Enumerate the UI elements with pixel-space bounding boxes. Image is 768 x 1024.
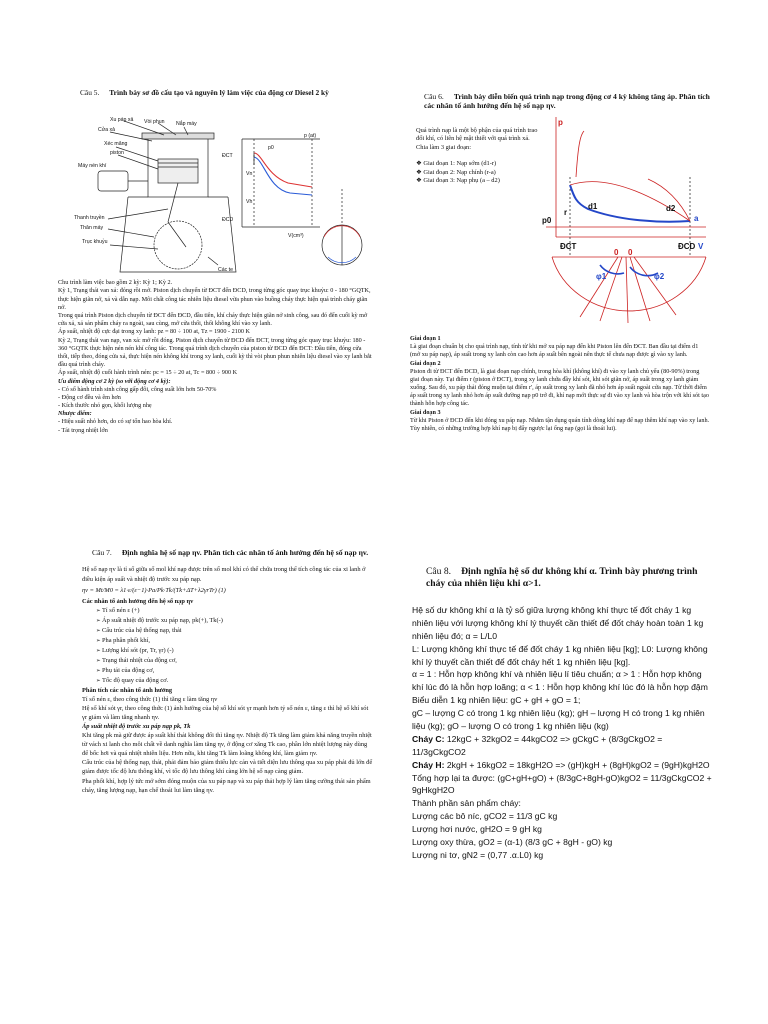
label-p0: p0	[268, 145, 274, 152]
label-crankshaft: Trục khuỷu	[82, 239, 108, 246]
q8-line-3: α = 1 : Hỗn hợp không khí và nhiên liệu lí tiêu chuẩn; α > 1 : Hỗn hợp không khí lúc đó là hỗn hợp loãng; α < 1 : Hỗn hợp không khí lúc đó là hỗn hợp đậm	[412, 669, 708, 693]
q7-factor-item: ➢ Áp suất nhiệt độ trước xu páp nạp, pk(+), Tk(-)	[96, 616, 374, 626]
label-pressure-axis: p (at)	[304, 133, 317, 140]
q8-hydrogen-eq: 2kgH + 16kgO2 = 18kgH2O => (gH)kgH + (8gH)kgO2 = (9gH)kgH2O	[444, 759, 710, 770]
label-injector: Vòi phun	[144, 119, 165, 126]
label-volume-axis: V(cm³)	[288, 233, 304, 240]
q5-paragraph-3: Trong quá trình Piston dịch chuyển từ ĐCT đến ĐCD, đầu tiên, khí cháy thực hiện giãn nở sinh công, sau đó đến cuối kỳ mở cửa xả, xả sản phẩm cháy ra ngoài, sau cùng, mở cửa thổi, thổi không khí vào xy lanh.	[58, 312, 368, 328]
q5-title: Trình bày sơ đồ cấu tạo và nguyên lý làm việc của động cơ Diesel 2 kỳ	[109, 88, 329, 97]
q8-line-7: Thành phần sản phẩm cháy:	[412, 798, 521, 809]
intake-process-diagram	[540, 117, 710, 323]
chart-d2-label: d2	[666, 203, 676, 213]
q6-stage1-heading: Giai đoạn 1	[410, 334, 441, 342]
chart-d1-label: d1	[588, 201, 598, 211]
question-7-panel	[82, 548, 374, 948]
q5-advantages-heading: Ưu điểm động cơ 2 kỳ (so với động cơ 4 kỳ):	[58, 377, 171, 385]
q6-title-line	[424, 92, 710, 111]
q6-stage3-text: Từ khi Piston ở ĐCD đến khi đóng xu páp nạp. Nhằm tận dụng quán tính dòng khí nạp để nạp thêm khí nạp vào xy lanh. Tùy nhiên, có những trường hợp khí nạp bị đẩy ngược lại ống nạp (gọi là thoái lui).	[410, 416, 710, 433]
q7-title-line	[92, 548, 374, 557]
q6-stage-1: ❖ Giai đoạn 1: Nạp sớm (d1-r)	[416, 160, 497, 168]
label-vn: Vn	[246, 171, 253, 178]
q5-paragraph-4: Áp suất, nhiệt độ cực đại trong xy lanh: pz = 80 ÷ 100 at, Tz = 1900 - 2100 K	[58, 328, 250, 336]
label-piston: piston	[110, 150, 124, 157]
q5-paragraph-5: Kỳ 2, Trạng thái van nạp, van xả: mở rồi đóng. Piston dịch chuyển từ ĐCD đến ĐCT, trong từng góc quay trục khuỷu: 180 - 360 °GQTK thực hiện nén nén khí công tác. Trong quá trình dịch chuyển của piston từ ĐCD đến ĐCT: Đầu tiên, đóng cửa thổi, tiếp theo, đóng cửa xả, thực hiện nén không khí trong xy lanh, cuối kỳ thì vòi phun phun nhiên liệu diesel vào xy lanh bắt đầu quá trình cháy.	[58, 336, 372, 369]
q7-analysis-2: Hệ số khí sót γr, theo công thức (1) ảnh hưởng của hệ số khí sót γr mạnh hơn tỷ số nén ε, tăng ε thì hệ số khí sót γr giảm và làm tăng nhanh ηv.	[82, 704, 369, 721]
q8-carbon-head: Cháy C:	[412, 733, 445, 744]
q5-paragraph-6: Áp suất, nhiệt độ cuối hành trình nén: pc = 15 ÷ 20 at, Tc = 800 ÷ 900 K	[58, 369, 238, 377]
q6-stage-3: ❖ Giai đoạn 3: Nạp phụ (a – d2)	[416, 177, 500, 185]
q6-number: Câu 6.	[424, 92, 444, 101]
q8-hydrogen-head: Cháy H:	[412, 759, 445, 770]
label-compressor: Máy nén khí	[78, 163, 107, 170]
q6-stage1-text: Là giai đoạn chuẩn bị cho quá trình nạp, tính từ khi mở xu páp nạp đến khi Piston lên đến ĐCT. Ban đầu tại điểm d1 (mở xu páp nạp), áp suất trong xy lanh còn cao hơn áp suất bên ngoài nên thực tế chưa nạp được gì vào xy lanh.	[410, 343, 699, 359]
q8-number: Câu 8.	[426, 566, 452, 577]
q7-analysis-1: Tỉ số nén ε, theo công thức (1) thì tăng ε làm tăng ηv	[82, 695, 218, 703]
q7-factor-item: ➢ Pha phân phối khí,	[96, 636, 374, 646]
chart-o2-label: 0	[628, 247, 633, 257]
q8-line-5: gC – lượng C có trong 1 kg nhiên liệu (kg); gH – lượng H có trong 1 kg nhiên liệu (kg); gO – lượng O có trong 1 kg nhiên liệu (kg)	[412, 708, 705, 731]
label-piston-ring: Xéc măng	[104, 141, 128, 148]
chart-p-label: p	[558, 117, 563, 127]
q5-disadvantage-1: - Hiệu suất nhỏ hơn, do có sự tổn hao hòa khí.	[58, 418, 173, 426]
q7-factor-item: ➢ Lượng khí sót (pr, Tr, γr) (-)	[96, 646, 374, 656]
chart-r-label: r	[564, 207, 568, 217]
question-5-panel	[58, 88, 374, 488]
q7-formula: ηv = Mt/M0 = λ1·ε/(ε−1)·Pa/Pk·Tk/(Tk+ΔT+λ2γrTr) (1)	[82, 586, 226, 594]
chart-phi1-label: φ1	[596, 271, 607, 281]
q5-advantage-3: - Kích thước nhỏ gọn, khối lượng nhẹ	[58, 402, 152, 410]
q7-analysis-3-heading: Áp suất nhiệt độ trước xu páp nạp pk, Tk	[82, 722, 191, 730]
q5-paragraph-1: Chu trình làm việc bao gồm 2 kỳ: Kỳ 1; Kỳ 2.	[58, 279, 173, 287]
q8-carbon-line	[412, 733, 712, 759]
q5-advantage-1: - Có số hành trình sinh công gấp đôi, công suất lớn hơn 50-70%	[58, 385, 217, 393]
label-bdc: ĐCD	[222, 217, 234, 224]
q7-title: Định nghĩa hệ số nạp ηv. Phân tích các nhân tố ảnh hưởng đến hệ số nạp ηv.	[121, 548, 369, 557]
q5-disadvantage-2: - Tải trọng nhiệt lớn	[58, 426, 108, 434]
q8-line-11: Lượng ni tơ, gN2 = (0,77 .α.L0) kg	[412, 849, 544, 860]
q7-factor-item: ➢ Cấu trúc của hệ thống nạp, thải	[96, 626, 374, 636]
q7-factor-item: ➢ Tỉ số nén ε (+)	[96, 606, 374, 616]
q6-stage-3-text: Giai đoạn 3: Nạp phụ (a – d2)	[423, 177, 500, 185]
q8-line-10: Lượng oxy thừa, gO2 = (α-1) (8/3 gC + 8gH - gO) kg	[412, 837, 613, 847]
q7-factor-item: ➢ Tốc độ quay của động cơ.	[96, 676, 374, 686]
q8-line-4: Biểu diễn 1 kg nhiên liệu: gC + gH + gO = 1;	[412, 695, 581, 706]
q5-disadvantages-heading: Nhược điểm:	[58, 410, 92, 418]
label-connecting-rod: Thanh truyền	[74, 215, 105, 222]
chart-bdc-label: ĐCD	[678, 241, 696, 251]
q7-analysis-5: Pha phối khí, hợp lý tức mở sớm đóng muộn của xu páp nạp và xu páp thải hợp lý làm tăng cường thải sản phẩm cháy, tăng lượng nạp, hạn chế thoái lui làm tăng ηv.	[82, 777, 371, 794]
q7-analysis-4: Cấu trúc của hệ thống nạp, thải, phải đảm bảo giảm thiểu lực cản và tiết diện lưu thông qua xu páp phải đủ lớn để giảm được tốc độ lưu thông khí, vì tốc độ lưu thông khí càng lớn hệ số nạp càng giảm.	[82, 759, 373, 776]
q8-hydrogen-line	[412, 759, 712, 772]
q6-stage2-heading: Giai đoạn 2	[410, 359, 441, 367]
q6-stage-1-text: Giai đoạn 1: Nạp sớm (d1-r)	[423, 160, 497, 168]
q7-factor-item: ➢ Trạng thái nhiệt của động cơ,	[96, 656, 374, 666]
q5-number: Câu 5.	[80, 88, 100, 97]
question-8-panel	[412, 566, 712, 966]
q8-line-1: Hệ số dư không khí α là tỷ số giữa lượng không khí thực tế đốt cháy 1 kg nhiên liệu với lượng không khí lý thuyết cần thiết để đốt cháy hoàn toàn 1 kg nhiên liệu đó; α = L/L0	[412, 604, 704, 641]
q7-factor-item: ➢ Phụ tải của động cơ,	[96, 666, 374, 676]
q6-stage2-text: Piston đi từ ĐCT đến ĐCD, là giai đoạn nạp chính, trong hòa khí (không khí) đi vào xy lanh chủ yếu (80-90%) trong giai đoạn này. Tại điểm r (piston ở ĐCT), trong xy lanh chứa đầy khí sót, khi sót giãn nở, áp suất trong xy lanh giảm xuống. Sau đó, xu páp thải đóng muộn tại điểm r', áp suất trong xy lanh đã nhỏ hơn áp suất ngoài cửa nạp. Từ thời điểm áp suất trong xy lanh nhỏ hơn áp suất đường nạp p0 trở đi, khí nạp mới thực sự đi vào xy lanh và hòa trộn với khí sót tạo thành hỗn hợp công tác.	[410, 367, 709, 408]
q7-analysis-heading: Phân tích các nhân tố ảnh hưởng	[82, 686, 173, 694]
label-cylinder-head: Nắp máy	[176, 121, 197, 128]
label-vh: Vh	[246, 199, 253, 206]
label-tdc: ĐCT	[222, 153, 233, 160]
q8-title: Định nghĩa hệ số dư không khí α. Trình bày phương trình cháy của nhiên liệu khi α>1.	[426, 566, 698, 589]
q7-factors-heading: Các nhân tố ảnh hưởng đến hệ số nạp ηv	[82, 597, 194, 605]
q5-title-line	[80, 88, 374, 97]
label-exhaust-valve: Xu páp xả	[110, 117, 134, 124]
q5-paragraph-2: Kỳ 1, Trạng thái van xả: đóng rồi mở. Piston dịch chuyển từ ĐCT đến ĐCD, trong từng góc quay trục khuỷu: 0 - 180 °GQTK, thực hiện giãn nở, xả và dẫn nạp. Môi chất công tác nhiên liệu diesel vừa phun vào buồng cháy thực hiện quá trình cháy giãn nở.	[58, 287, 371, 311]
q8-line-8: Lượng các bô níc, gCO2 = 11/3 gC kg	[412, 811, 558, 822]
diesel-2-stroke-diagram	[58, 97, 374, 277]
q7-analysis-3: Khi tăng pk mà giữ được áp suất khí thải không đổi thì tăng ηv. Nhiệt độ Tk tăng làm giảm khả năng truyền nhiệt từ vách xi lanh cho môi chất về danh nghĩa làm tăng ηv, ở động cơ xăng Tk cao, phần lớn nhiệt lượng này dùng để bốc hơi và quá nhiệt nhiên liệu. Hơn nữa, khi tăng Tk làm loãng không khí, làm giảm ηv.	[82, 732, 372, 758]
q6-stage3-heading: Giai đoạn 3	[410, 408, 441, 416]
chart-tdc-label: ĐCT	[560, 241, 577, 251]
chart-o1-label: 0	[614, 247, 619, 257]
q6-title: Trình bày diễn biến quá trình nạp trong động cơ 4 kỳ không tăng áp. Phân tích các nhân tố ảnh hưởng đến hệ số nạp ηv.	[424, 92, 710, 111]
q8-carbon-eq: 12kgC + 32kgO2 = 44kgCO2 => gCkgC + (8/3gCkgO2 = 11/3gCkgCO2	[412, 733, 663, 757]
label-engine-block: Thân máy	[80, 225, 104, 232]
chart-phi2-label: φ2	[654, 271, 665, 281]
q8-title-line	[426, 566, 712, 590]
q8-line-9: Lượng hơi nước, gH2O = 9 gH kg	[412, 824, 542, 835]
chart-p0-label: p0	[542, 215, 552, 225]
q7-number: Câu 7.	[92, 548, 112, 557]
question-6-panel	[410, 92, 710, 492]
q6-stage-2-text: Giai đoạn 2: Nạp chính (r-a)	[423, 168, 496, 176]
q8-line-6: Tổng hợp lại ta được: (gC+gH+gO) + (8/3gC+8gH-gO)kgO2 = 11/3gCkgCO2 + 9gHkgH2O	[412, 772, 712, 796]
label-oil-pan: Các te	[218, 267, 233, 274]
chart-a-label: a	[694, 213, 699, 223]
q6-stage-2: ❖ Giai đoạn 2: Nạp chính (r-a)	[416, 168, 496, 176]
q5-advantage-2: - Động cơ đều và êm hơn	[58, 393, 121, 401]
label-exhaust-port: Cửa xả	[98, 127, 116, 134]
q7-definition: Hệ số nạp ηv là tỉ số giữa số mol khí nạp được trên số mol khí có thể chứa trong thể tích công tác của xi lanh ở điều kiện áp suất và nhiệt độ trước xu páp nạp.	[82, 566, 366, 583]
q7-factors-list	[96, 606, 374, 686]
q6-intro: Quá trình nạp là một bộ phận của quá trình trao đổi khí, có liên hệ mật thiết với quá trình xả. Chia làm 3 giai đoạn:	[416, 126, 538, 151]
chart-v-label: V	[698, 241, 704, 251]
q8-line-2: L: Lượng không khí thực tế để đốt cháy 1 kg nhiên liệu [kg]; L0: Lượng không khí lý thuyết cần thiết để đốt cháy hết 1 kg nhiên liệu [kg].	[412, 643, 708, 667]
